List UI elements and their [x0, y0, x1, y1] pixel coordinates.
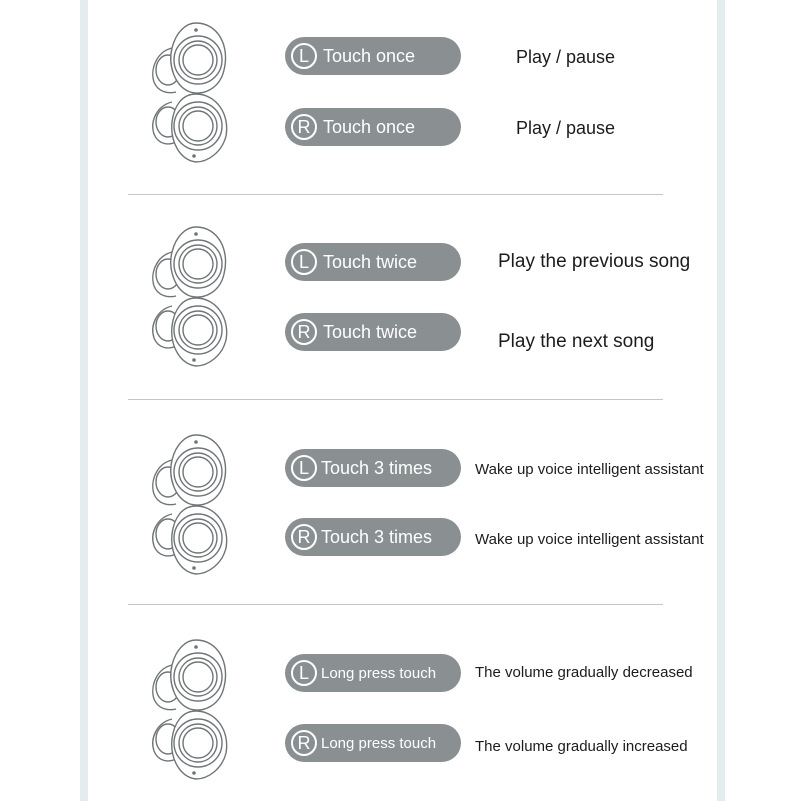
gesture-label: Touch 3 times: [321, 526, 433, 547]
gesture-pill-right-touch-once: [285, 108, 461, 146]
gesture-label: Touch twice: [323, 251, 418, 272]
right-earbud-badge: R: [291, 524, 317, 550]
left-earbud-badge: L: [291, 455, 317, 481]
gesture-pill-right-long-press: [285, 724, 461, 762]
action-description: Wake up voice intelligent assistant: [475, 461, 704, 478]
left-earbud-badge: L: [291, 43, 317, 69]
earbuds-icon: [146, 635, 236, 785]
action-description: Play the previous song: [498, 251, 691, 272]
gesture-label: Touch once: [323, 116, 416, 137]
earbuds-icon: [146, 18, 236, 168]
gesture-pill-left-long-press: [285, 654, 461, 692]
right-earbud-badge: R: [291, 730, 317, 756]
right-border-rail: [717, 0, 725, 801]
gesture-label: Touch 3 times: [321, 457, 433, 478]
gesture-pill-right-touch-3-times: [285, 518, 461, 556]
gesture-pill-left-touch-once: [285, 37, 461, 75]
gesture-label: Long press touch: [321, 734, 437, 752]
action-description: Wake up voice intelligent assistant: [475, 531, 704, 548]
left-earbud-badge: L: [291, 249, 317, 275]
gesture-pill-left-touch-3-times: [285, 449, 461, 487]
gesture-label: Long press touch: [321, 664, 437, 682]
section-divider: [128, 399, 663, 400]
right-earbud-badge: R: [291, 114, 317, 140]
gesture-pill-right-touch-twice: [285, 313, 461, 351]
left-earbud-badge: L: [291, 660, 317, 686]
action-description: Play the next song: [498, 331, 655, 352]
right-earbud-badge: R: [291, 319, 317, 345]
section-divider: [128, 194, 663, 195]
earbuds-icon: [146, 222, 236, 372]
left-border-rail: [80, 0, 88, 801]
section-divider: [128, 604, 663, 605]
action-description: Play / pause: [516, 47, 616, 67]
action-description: The volume gradually increased: [475, 738, 688, 755]
action-description: The volume gradually decreased: [475, 664, 693, 681]
gesture-label: Touch twice: [323, 321, 418, 342]
gesture-pill-left-touch-twice: [285, 243, 461, 281]
gesture-label: Touch once: [323, 45, 416, 66]
action-description: Play / pause: [516, 118, 616, 138]
earbuds-icon: [146, 430, 236, 580]
